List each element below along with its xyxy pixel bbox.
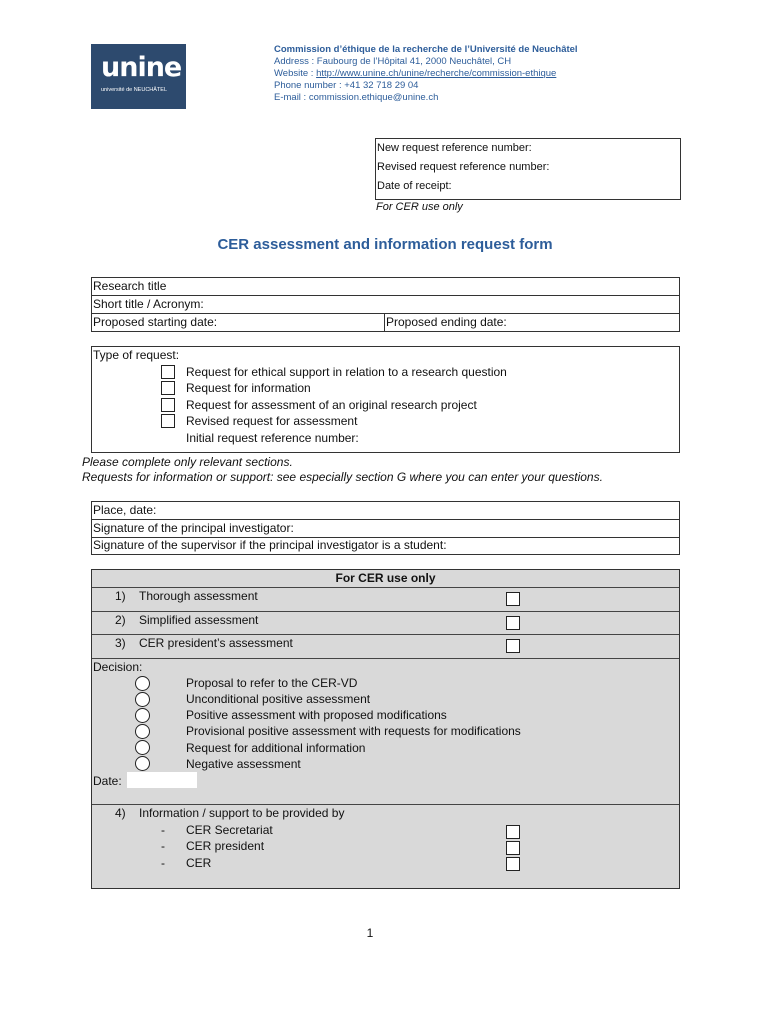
provider-president: CER president <box>186 839 265 853</box>
decision-label: Decision: <box>93 660 143 674</box>
checkbox-secretariat[interactable] <box>506 825 520 839</box>
divider <box>92 611 679 612</box>
option-assessment: Request for assessment of an original research project <box>186 398 477 412</box>
divider <box>92 587 679 588</box>
logo-text: unine <box>101 52 182 83</box>
checkbox-thorough[interactable] <box>506 592 520 606</box>
revised-ref-field[interactable]: Revised request reference number: <box>377 161 550 173</box>
decision-1: Proposal to refer to the CER-VD <box>186 676 358 690</box>
end-date-field[interactable]: Proposed ending date: <box>386 315 507 329</box>
pi-signature-field[interactable]: Signature of the principal investigator: <box>92 520 680 538</box>
decision-6: Negative assessment <box>186 757 301 771</box>
dash: - <box>161 823 165 837</box>
header-contact <box>274 44 578 104</box>
decision-4: Provisional positive assessment with requests for modifications <box>186 724 521 738</box>
assessment-label-2: Simplified assessment <box>139 613 259 627</box>
org-email: E-mail : commission.ethique@unine.ch <box>274 92 439 103</box>
new-ref-field[interactable]: New request reference number: <box>377 142 532 154</box>
checkbox-simplified[interactable] <box>506 616 520 630</box>
form-title: CER assessment and information request form <box>217 236 553 253</box>
info-label: Information / support to be provided by <box>139 806 345 820</box>
radio-negative[interactable] <box>135 756 150 771</box>
checkbox-ethical-support[interactable] <box>161 365 175 379</box>
dates-row <box>92 314 679 331</box>
option-information: Request for information <box>186 381 311 395</box>
request-type-box <box>91 346 680 453</box>
date-input[interactable] <box>127 772 197 788</box>
cer-use-box <box>91 569 680 889</box>
checkbox-cer[interactable] <box>506 857 520 871</box>
reference-box <box>375 138 681 200</box>
research-title-field[interactable]: Research title <box>92 278 679 296</box>
date-receipt-field[interactable]: Date of receipt: <box>377 180 452 192</box>
instruction-2: Requests for information or support: see especially section G where you can enter your questions. <box>82 470 603 484</box>
divider <box>92 804 679 805</box>
assessment-label-1: Thorough assessment <box>139 589 258 603</box>
checkbox-assessment[interactable] <box>161 398 175 412</box>
option-ethical-support: Request for ethical support in relation to a research question <box>186 365 507 379</box>
unine-logo <box>91 44 186 109</box>
cer-use-note: For CER use only <box>376 201 463 213</box>
assessment-label-3: CER president’s assessment <box>139 636 293 650</box>
website-link[interactable]: http://www.unine.ch/unine/recherche/commission-ethique <box>316 68 557 79</box>
checkbox-president[interactable] <box>506 639 520 653</box>
supervisor-signature-field[interactable]: Signature of the supervisor if the principal investigator is a student: <box>93 538 447 552</box>
start-date-field[interactable]: Proposed starting date: <box>93 315 218 329</box>
place-date-field[interactable]: Place, date: <box>92 502 680 520</box>
provider-cer: CER <box>186 856 212 870</box>
radio-unconditional[interactable] <box>135 692 150 707</box>
checkbox-information[interactable] <box>161 381 175 395</box>
cer-use-heading: For CER use only <box>335 571 436 585</box>
org-title: Commission d’éthique de la recherche de l’Université de Neuchâtel <box>274 44 578 55</box>
dash: - <box>161 856 165 870</box>
radio-provisional[interactable] <box>135 724 150 739</box>
info-num: 4) <box>115 806 126 820</box>
dash: - <box>161 839 165 853</box>
assessment-num-2: 2) <box>115 613 126 627</box>
assessment-num-1: 1) <box>115 589 126 603</box>
radio-positive-modifications[interactable] <box>135 708 150 723</box>
checkbox-cer-president[interactable] <box>506 841 520 855</box>
logo-subtext: université de NEUCHÂTEL <box>101 87 168 93</box>
page-number: 1 <box>366 926 374 940</box>
project-table <box>91 277 680 332</box>
request-type-label: Type of request: <box>93 348 180 362</box>
divider <box>92 658 679 659</box>
option-revised: Revised request for assessment <box>186 414 358 428</box>
signature-box <box>91 501 680 555</box>
checkbox-revised[interactable] <box>161 414 175 428</box>
date-label: Date: <box>93 774 122 788</box>
initial-ref-field[interactable]: Initial request reference number: <box>186 431 359 445</box>
decision-5: Request for additional information <box>186 741 366 755</box>
org-website: Website : http://www.unine.ch/unine/recherche/commission-ethique <box>274 68 557 79</box>
instruction-1: Please complete only relevant sections. <box>82 455 293 469</box>
org-address: Address : Faubourg de l’Hôpital 41, 2000 Neuchâtel, CH <box>274 56 512 67</box>
org-phone: Phone number : +41 32 718 29 04 <box>274 80 419 91</box>
radio-additional-info[interactable] <box>135 740 150 755</box>
assessment-num-3: 3) <box>115 636 126 650</box>
provider-secretariat: CER Secretariat <box>186 823 273 837</box>
radio-refer-cer-vd[interactable] <box>135 676 150 691</box>
decision-2: Unconditional positive assessment <box>186 692 371 706</box>
decision-3: Positive assessment with proposed modifications <box>186 708 447 722</box>
short-title-field[interactable]: Short title / Acronym: <box>92 296 679 314</box>
divider <box>92 634 679 635</box>
